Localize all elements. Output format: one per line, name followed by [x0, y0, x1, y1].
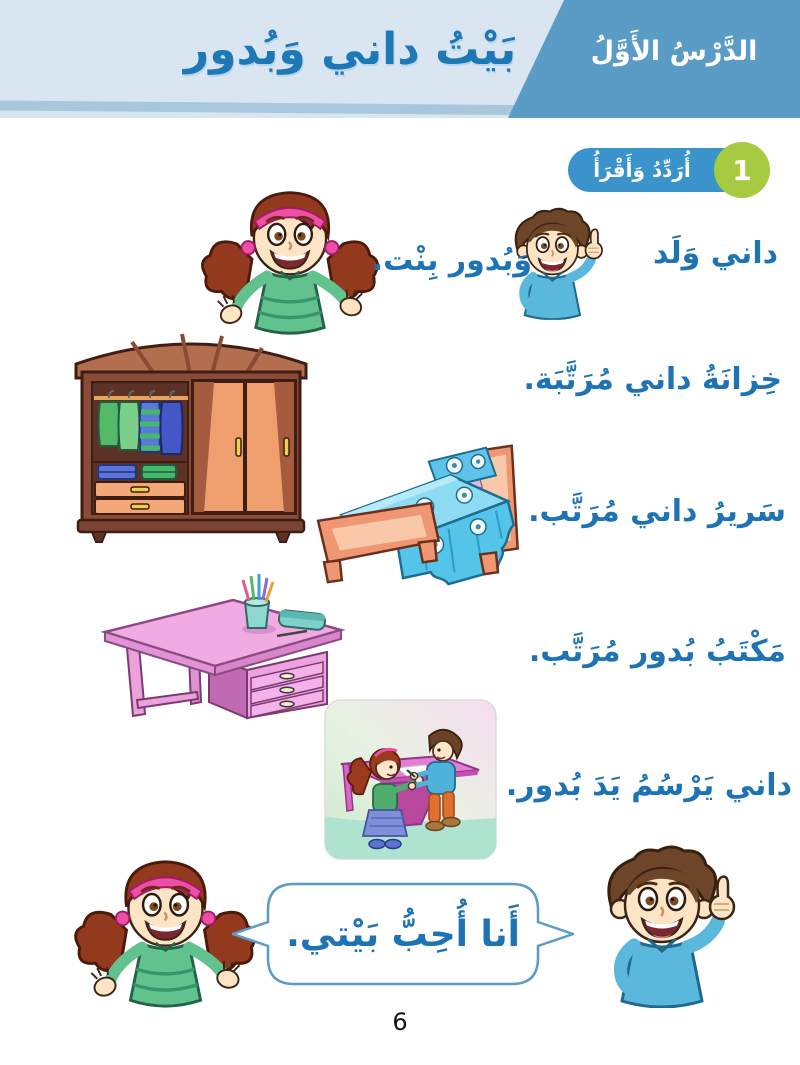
page-number: 6 [392, 1008, 408, 1036]
sentence-dani-boy: داني وَلَد [653, 236, 778, 271]
speech-bubble-text: أَنا أُحِبُّ بَيْتي. [286, 913, 520, 955]
desk-illustration [93, 572, 351, 724]
dani-drawing-scene-illustration [323, 698, 498, 861]
sentence-budoor-girl: وَبُدور بِنْت. [371, 243, 532, 278]
bed-illustration [283, 424, 533, 590]
lesson-label: الدَّرْسُ الأَوَّلُ [590, 36, 758, 67]
boy-character-illustration [560, 843, 760, 1008]
page-title: بَيْتُ داني وَبُدور [183, 24, 517, 75]
activity-badge-label: أُرَدِّدُ وَأَقْرَأُ [593, 158, 691, 182]
sentence-desk-tidy: مَكْتَبُ بُدور مُرَتَّب. [528, 634, 786, 669]
wardrobe-illustration [62, 312, 320, 544]
activity-number-circle: 1 [714, 142, 770, 198]
speech-bubble [232, 878, 574, 990]
sentence-wardrobe-tidy: خِزانَةُ داني مُرَتَّبَة. [523, 362, 782, 397]
sentence-bed-tidy: سَريرُ داني مُرَتَّب. [528, 494, 786, 529]
page-header [0, 0, 800, 118]
sentence-dani-draws: داني يَرْسُمُ يَدَ بُدور. [505, 768, 792, 803]
activity-badge [568, 148, 760, 192]
